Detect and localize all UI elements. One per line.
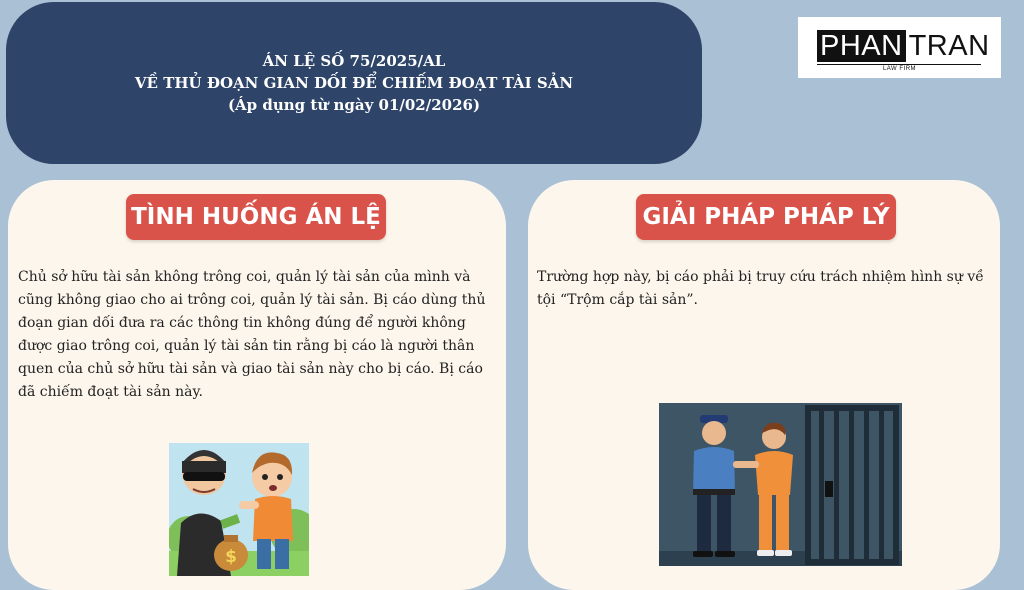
legal-solution-title: GIẢI PHÁP PHÁP LÝ [636, 194, 896, 240]
arrest-illustration [659, 403, 902, 566]
police-prisoner-image [659, 403, 902, 566]
thief-illustration [169, 443, 309, 576]
logo-divider [817, 64, 981, 65]
logo-subtitle: LAW FIRM [882, 66, 917, 72]
effective-date: (Áp dụng từ ngày 01/02/2026) [227, 96, 481, 114]
case-situation-title: TÌNH HUỐNG ÁN LỆ [126, 194, 386, 240]
thief-boy-image [169, 443, 309, 576]
dollar-sign-icon: $ [225, 547, 237, 567]
title-banner [6, 2, 702, 164]
logo-word-phan: PHAN [817, 30, 906, 62]
legal-solution-text: Trường hợp này, bị cáo phải bị truy cứu trách nhiệm hình sự về tội “Trộm cắp tài sản”. [537, 269, 984, 308]
case-situation-text: Chủ sở hữu tài sản không trông coi, quản lý tài sản của mình và cũng không giao cho ai trông coi, quản lý tài sản. Bị cáo dùng thủ đoạn gian dối đưa ra các thông tin không đúng để người không được giao trông coi, quản lý tài sản tin rằng bị cáo là người thân quen của chủ sở hữu tài sản và giao tài sản này cho bị cáo. Bị cáo đã chiếm đoạt tài sản này. [18, 269, 486, 400]
case-subject-title: VỀ THỦ ĐOẠN GIAN DỐI ĐỂ CHIẾM ĐOẠT TÀI SẢN [134, 74, 574, 92]
phantran-logo [798, 17, 1001, 78]
case-number-title: ÁN LỆ SỐ 75/2025/AL [262, 52, 446, 70]
logo-word-tran: TRAN [908, 30, 990, 62]
